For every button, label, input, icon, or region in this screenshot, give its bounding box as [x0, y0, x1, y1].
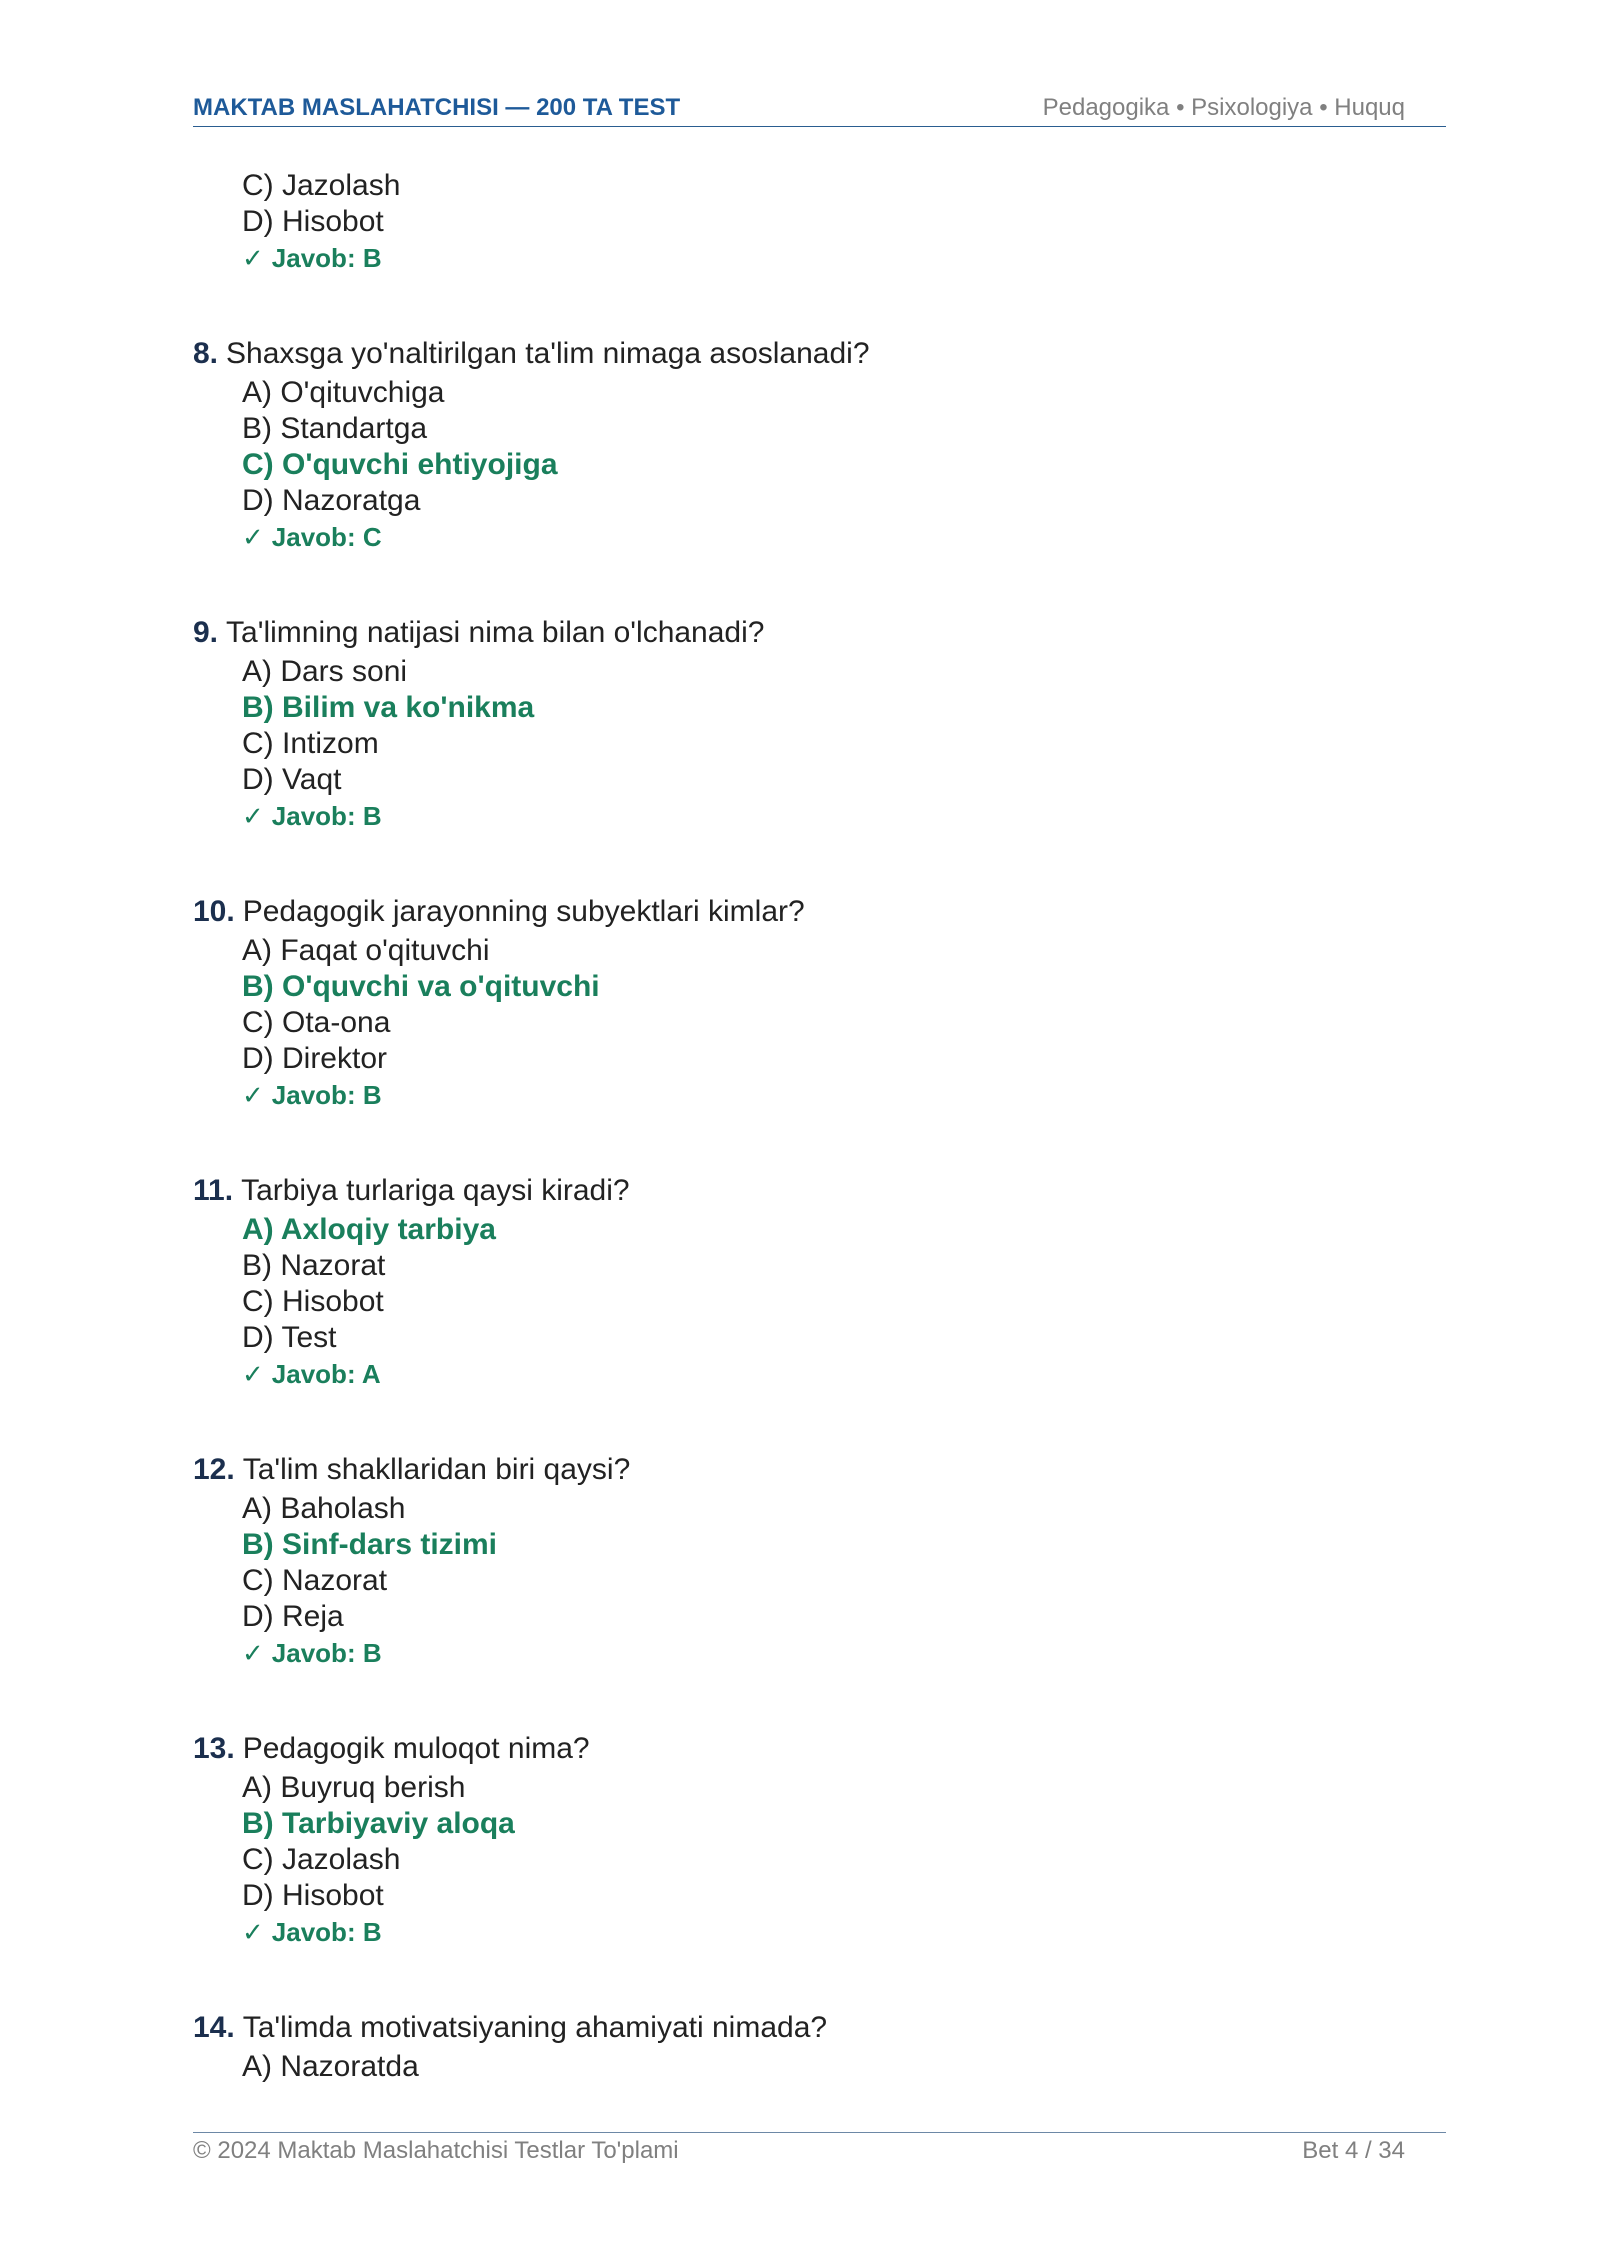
question-7-continuation — [193, 168, 1446, 277]
question-stem — [193, 894, 1446, 930]
option-a: A) Baholash — [242, 1492, 406, 1525]
answer-key — [193, 519, 1446, 556]
option-c: C) Hisobot — [242, 1285, 384, 1318]
option-b: B) Sinf-dars tizimi — [242, 1528, 498, 1561]
document-title: MAKTAB MASLAHATCHISI — 200 TA TEST — [193, 94, 681, 121]
option-d: D) Reja — [242, 1600, 344, 1633]
copyright-text: © 2024 Maktab Maslahatchisi Testlar To'plami — [193, 2137, 679, 2164]
option-c: C) Ota-ona — [242, 1006, 391, 1039]
question-stem — [193, 1173, 1446, 1209]
option-c: C) O'quvchi ehtiyojiga — [242, 448, 558, 481]
option-a: A) O'qituvchiga — [242, 376, 445, 409]
question-number: 14. — [193, 2011, 235, 2044]
option-c: C) Jazolash — [242, 169, 401, 202]
question-number: 9. — [193, 616, 219, 649]
check-icon: ✓ — [242, 523, 264, 553]
option-c: C) Intizom — [242, 727, 379, 760]
question-text: Ta'limning natijasi nima bilan o'lchanadi? — [226, 616, 765, 649]
option-a: A) Axloqiy tarbiya — [242, 1213, 496, 1246]
question-text: Ta'lim shakllaridan biri qaysi? — [242, 1453, 631, 1486]
question-text: Shaxsga yo'naltirilgan ta'lim nimaga asoslanadi? — [226, 337, 870, 370]
question-number: 11. — [193, 1174, 234, 1207]
answer-key — [193, 240, 1446, 277]
option-c: C) Nazorat — [242, 1564, 388, 1597]
option-b: B) Standartga — [242, 412, 428, 445]
question-stem — [193, 1731, 1446, 1767]
answer-label: Javob: B — [271, 1638, 382, 1668]
option-d: D) Direktor — [242, 1042, 388, 1075]
answer-key — [193, 1635, 1446, 1672]
answer-label: Javob: B — [271, 1080, 382, 1110]
question-10 — [193, 894, 1446, 1114]
option-d: D) Hisobot — [242, 1879, 384, 1912]
answer-label: Javob: B — [271, 1917, 382, 1947]
answer-label: Javob: B — [271, 801, 382, 831]
answer-label: Javob: C — [271, 522, 382, 552]
test-content — [193, 168, 1446, 2085]
answer-key — [193, 798, 1446, 835]
option-a: A) Faqat o'qituvchi — [242, 934, 490, 967]
option-a: A) Nazoratda — [242, 2050, 419, 2083]
question-stem — [193, 615, 1446, 651]
check-icon: ✓ — [242, 244, 264, 274]
option-c: C) Jazolash — [242, 1843, 401, 1876]
answer-key — [193, 1077, 1446, 1114]
page-footer — [193, 2132, 1446, 2165]
question-number: 12. — [193, 1453, 235, 1486]
question-text: Ta'limda motivatsiyaning ahamiyati nimada? — [242, 2011, 828, 2044]
question-stem — [193, 336, 1446, 372]
option-d: D) Hisobot — [242, 205, 384, 238]
option-b: B) Bilim va ko'nikma — [242, 691, 535, 724]
question-text: Pedagogik muloqot nima? — [242, 1732, 590, 1765]
question-9 — [193, 615, 1446, 835]
check-icon: ✓ — [242, 1360, 264, 1390]
option-b: B) O'quvchi va o'qituvchi — [242, 970, 600, 1003]
answer-key — [193, 1356, 1446, 1393]
page-header — [193, 90, 1446, 127]
question-number: 8. — [193, 337, 219, 370]
answer-label: Javob: B — [271, 243, 382, 273]
question-stem — [193, 1452, 1446, 1488]
option-d: D) Test — [242, 1321, 337, 1354]
answer-label: Javob: A — [271, 1359, 381, 1389]
question-stem — [193, 2010, 1446, 2046]
question-text: Pedagogik jarayonning subyektlari kimlar? — [242, 895, 805, 928]
page-number: Bet 4 / 34 — [1302, 2137, 1405, 2164]
answer-key — [193, 1914, 1446, 1951]
option-b: B) Nazorat — [242, 1249, 386, 1282]
question-12 — [193, 1452, 1446, 1672]
option-d: D) Nazoratga — [242, 484, 421, 517]
check-icon: ✓ — [242, 802, 264, 832]
option-a: A) Dars soni — [242, 655, 408, 688]
check-icon: ✓ — [242, 1081, 264, 1111]
check-icon: ✓ — [242, 1918, 264, 1948]
question-13 — [193, 1731, 1446, 1951]
question-14 — [193, 2010, 1446, 2085]
option-d: D) Vaqt — [242, 763, 342, 796]
question-number: 10. — [193, 895, 235, 928]
question-number: 13. — [193, 1732, 235, 1765]
check-icon: ✓ — [242, 1639, 264, 1669]
option-a: A) Buyruq berish — [242, 1771, 466, 1804]
question-8 — [193, 336, 1446, 556]
question-11 — [193, 1173, 1446, 1393]
option-b: B) Tarbiyaviy aloqa — [242, 1807, 515, 1840]
question-text: Tarbiya turlariga qaysi kiradi? — [241, 1174, 630, 1207]
subject-list: Pedagogika • Psixologiya • Huquq — [1042, 94, 1405, 121]
